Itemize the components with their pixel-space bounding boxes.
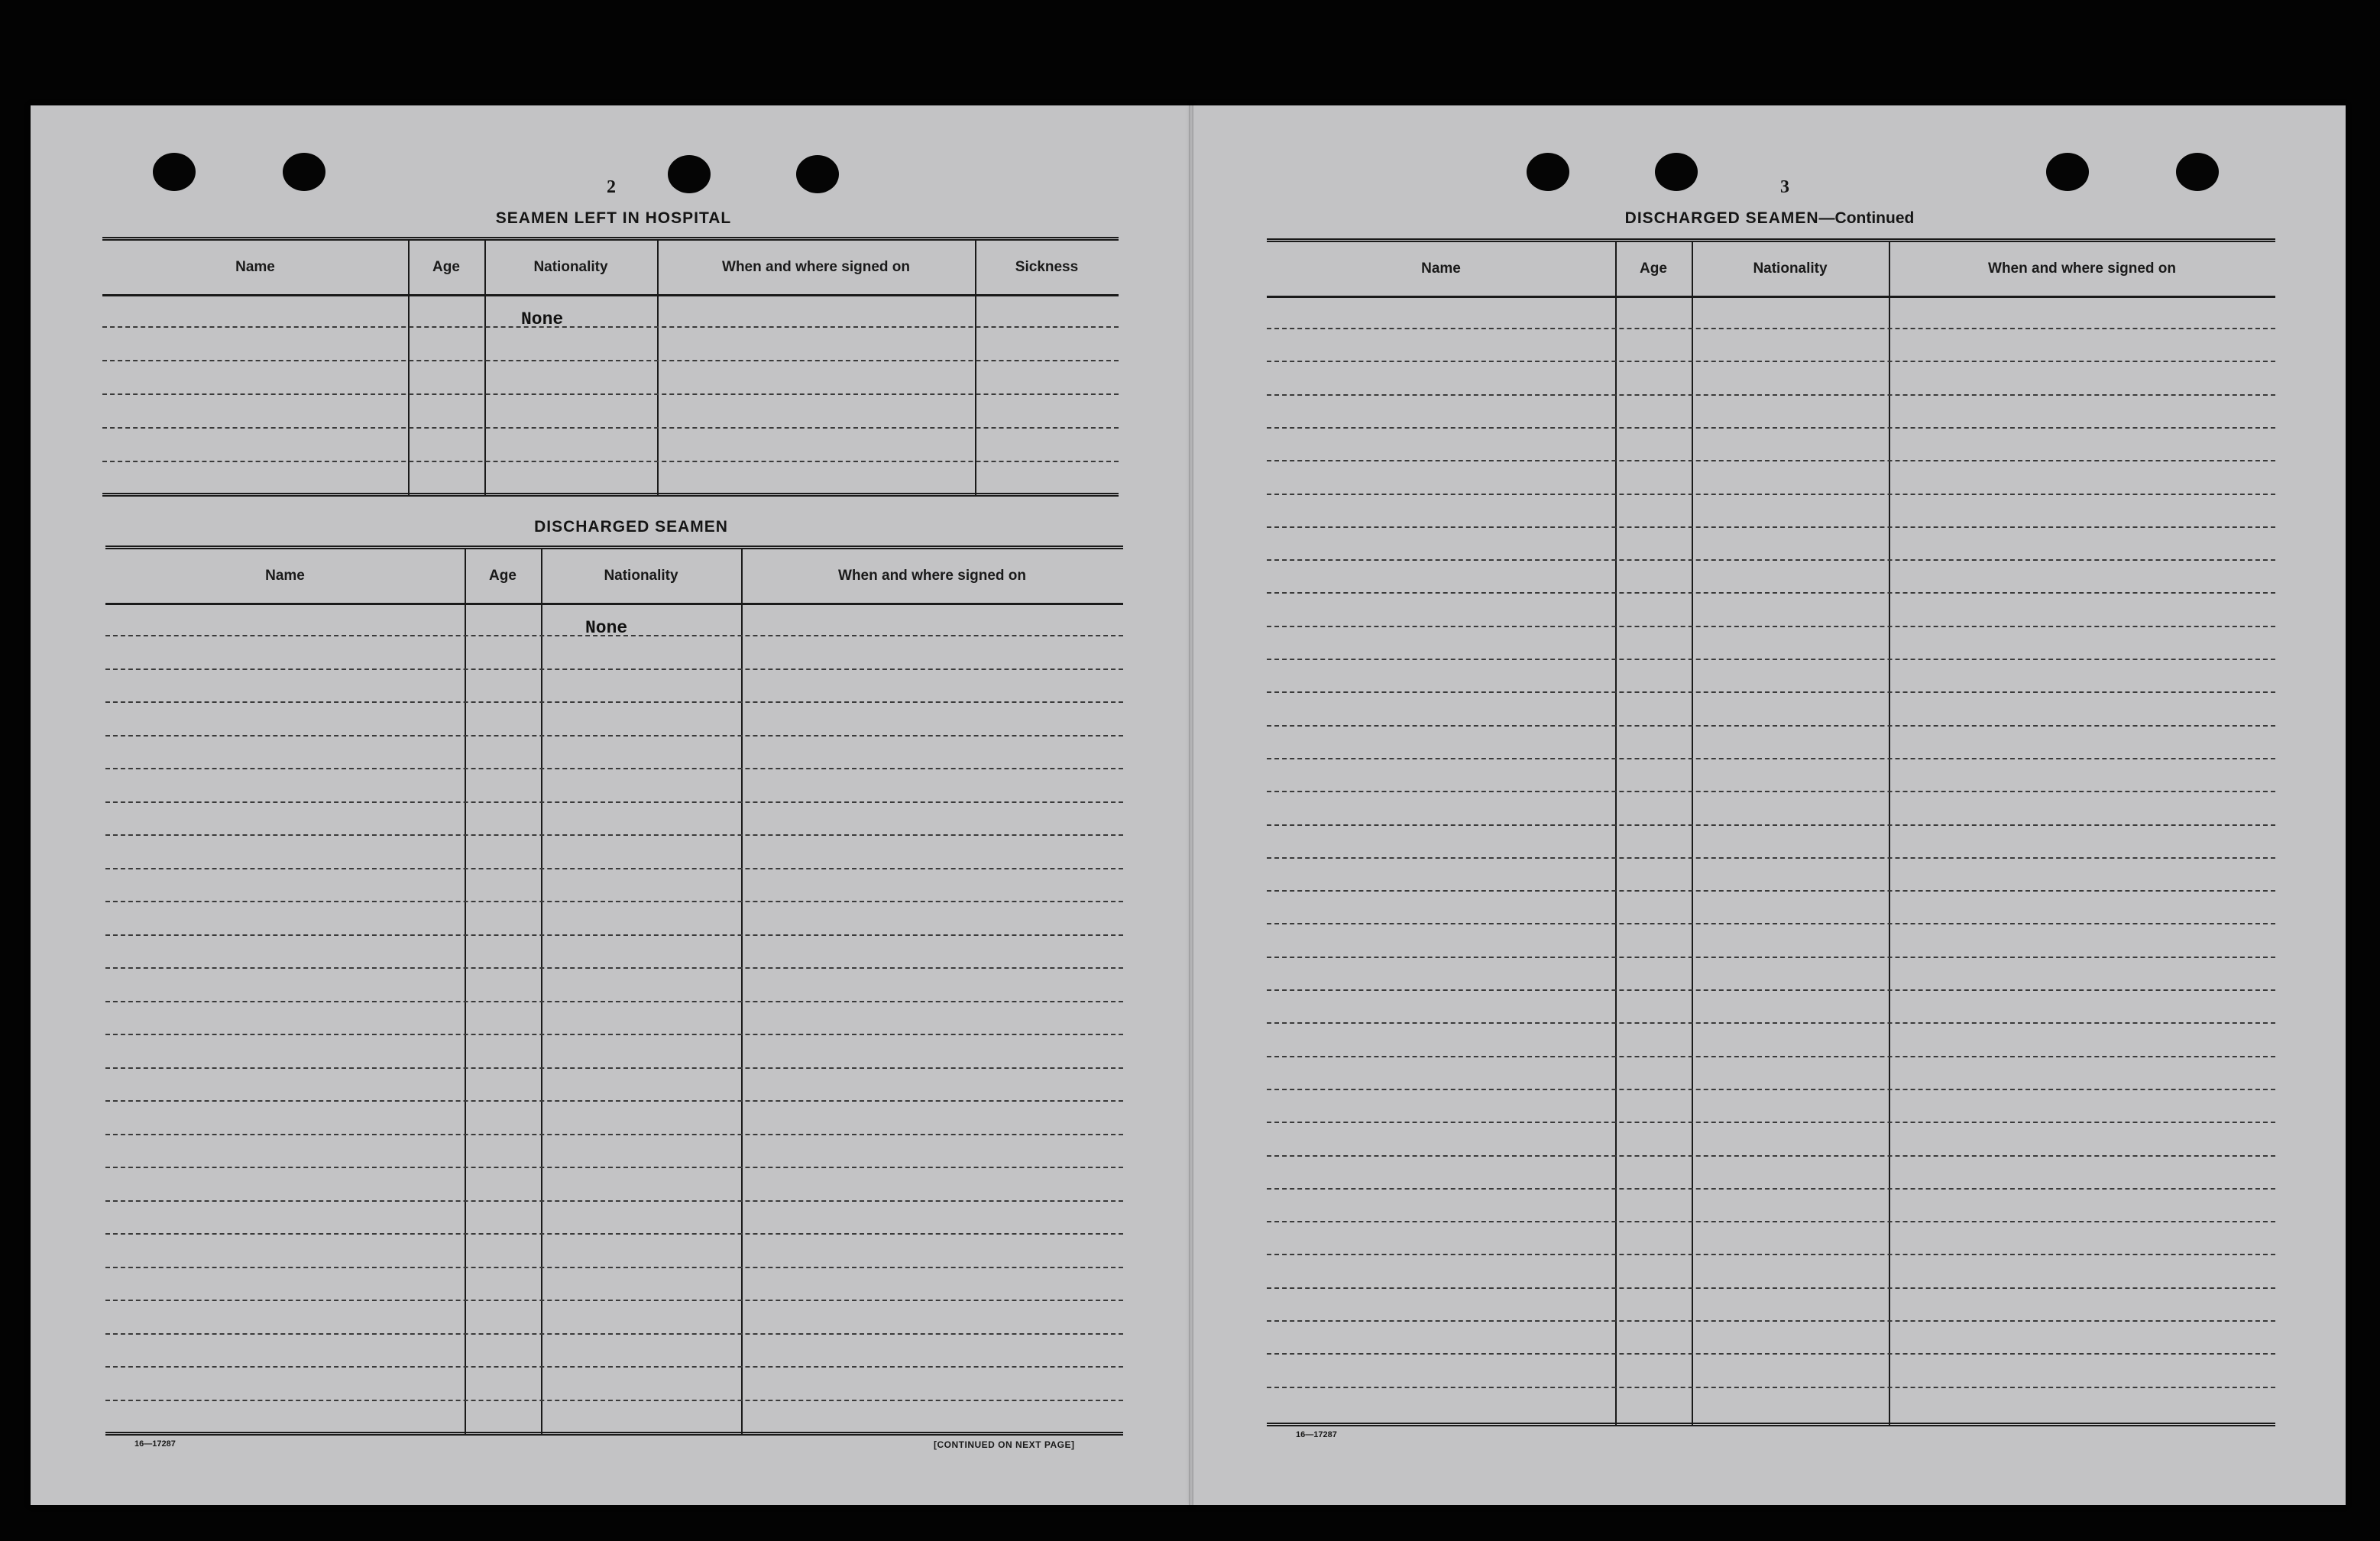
discharged-section-title: DISCHARGED SEAMEN	[534, 518, 728, 536]
discharged-none-entry: None	[585, 618, 628, 638]
hospital-section-title: SEAMEN LEFT IN HOSPITAL	[495, 209, 732, 227]
column-rule	[484, 241, 486, 497]
row-rule	[1267, 1022, 2275, 1024]
row-rule	[1267, 626, 2275, 627]
column-header-signed-on: When and where signed on	[838, 568, 1026, 584]
page-number: 2	[607, 177, 616, 197]
punch-hole	[1527, 153, 1569, 191]
row-rule	[1267, 526, 2275, 528]
row-rule	[1267, 559, 2275, 561]
page-number: 3	[1780, 177, 1789, 197]
row-rule	[1267, 890, 2275, 892]
punch-hole	[283, 153, 325, 191]
row-rule	[1267, 857, 2275, 859]
punch-hole	[2176, 153, 2219, 191]
row-rule	[1267, 1287, 2275, 1289]
row-rule	[105, 934, 1123, 936]
column-rule	[975, 241, 976, 497]
punch-hole	[668, 155, 711, 193]
row-rule	[102, 393, 1119, 395]
row-rule	[105, 1233, 1123, 1235]
row-rule	[102, 427, 1119, 429]
row-rule	[105, 868, 1123, 869]
column-header-nationality: Nationality	[533, 259, 608, 275]
table-header	[1267, 242, 2275, 298]
column-header-age: Age	[489, 568, 516, 584]
row-rule	[1267, 427, 2275, 429]
column-rule	[465, 549, 466, 1434]
row-rule	[105, 834, 1123, 836]
row-rule	[102, 360, 1119, 361]
row-rule	[102, 461, 1119, 462]
row-rule	[105, 1167, 1123, 1168]
row-rule	[105, 967, 1123, 969]
row-rule	[1267, 1387, 2275, 1388]
hospital-none-entry: None	[521, 309, 564, 329]
table-header	[105, 549, 1123, 605]
hospital-table	[102, 237, 1119, 500]
row-rule	[105, 801, 1123, 803]
row-rule	[1267, 592, 2275, 594]
row-rule	[105, 1100, 1123, 1102]
continued-note: [CONTINUED ON NEXT PAGE]	[934, 1439, 1075, 1450]
row-rule	[105, 1267, 1123, 1268]
row-rule	[105, 635, 1123, 636]
column-header-nationality: Nationality	[1753, 261, 1828, 277]
column-header-sickness: Sickness	[1015, 259, 1079, 275]
column-header-name: Name	[265, 568, 305, 584]
row-rule	[105, 669, 1123, 670]
row-rule	[1267, 659, 2275, 660]
column-rule	[541, 549, 542, 1434]
row-rule	[105, 1200, 1123, 1202]
row-rule	[105, 1366, 1123, 1368]
row-rule	[105, 1300, 1123, 1301]
row-rule	[105, 1333, 1123, 1335]
row-rule	[1267, 1122, 2275, 1123]
column-header-name: Name	[1421, 261, 1461, 277]
form-number: 16—17287	[1296, 1430, 1337, 1439]
row-rule	[105, 1067, 1123, 1069]
discharged-continued-label: DISCHARGED SEAMEN	[1624, 209, 1819, 227]
row-rule	[1267, 1353, 2275, 1355]
row-rule	[105, 768, 1123, 769]
form-number: 16—17287	[134, 1439, 176, 1449]
row-rule	[1267, 691, 2275, 693]
discharged-table	[105, 546, 1123, 1436]
row-rule	[1267, 460, 2275, 461]
punch-hole	[153, 153, 196, 191]
discharged-continued-table	[1267, 238, 2275, 1426]
continued-suffix: —Continued	[1818, 209, 1915, 227]
page-gutter	[1189, 105, 1193, 1505]
column-rule	[408, 241, 410, 497]
column-header-age: Age	[432, 259, 460, 275]
row-rule	[1267, 1056, 2275, 1057]
row-rule	[105, 701, 1123, 703]
column-rule	[1615, 242, 1617, 1425]
row-rule	[1267, 957, 2275, 958]
punch-hole	[796, 155, 839, 193]
row-rule	[1267, 494, 2275, 495]
row-rule	[1267, 923, 2275, 924]
column-rule	[1692, 242, 1693, 1425]
row-rule	[1267, 1320, 2275, 1322]
row-rule	[1267, 725, 2275, 727]
row-rule	[1267, 824, 2275, 826]
row-rule	[1267, 1089, 2275, 1090]
row-rule	[102, 326, 1119, 328]
row-rule	[1267, 1188, 2275, 1190]
column-rule	[741, 549, 743, 1434]
table-header	[102, 241, 1119, 296]
row-rule	[105, 901, 1123, 902]
row-rule	[105, 1001, 1123, 1002]
row-rule	[1267, 1155, 2275, 1157]
row-rule	[1267, 1221, 2275, 1222]
column-header-age: Age	[1640, 261, 1667, 277]
column-header-signed-on: When and where signed on	[722, 259, 910, 275]
table-bottom-rule	[102, 493, 1119, 497]
table-bottom-rule	[105, 1432, 1123, 1436]
column-header-signed-on: When and where signed on	[1988, 261, 2176, 277]
punch-hole	[1655, 153, 1698, 191]
table-bottom-rule	[1267, 1423, 2275, 1426]
row-rule	[105, 1034, 1123, 1035]
row-rule	[1267, 989, 2275, 991]
column-rule	[1889, 242, 1890, 1425]
punch-hole	[2046, 153, 2089, 191]
column-header-name: Name	[235, 259, 275, 275]
column-rule	[657, 241, 659, 497]
discharged-continued-title	[1625, 209, 1915, 228]
row-rule	[1267, 791, 2275, 792]
row-rule	[1267, 1254, 2275, 1255]
row-rule	[105, 1134, 1123, 1135]
row-rule	[1267, 361, 2275, 362]
column-header-nationality: Nationality	[604, 568, 678, 584]
row-rule	[105, 735, 1123, 737]
row-rule	[1267, 394, 2275, 396]
row-rule	[105, 1400, 1123, 1401]
row-rule	[1267, 328, 2275, 329]
row-rule	[1267, 758, 2275, 759]
